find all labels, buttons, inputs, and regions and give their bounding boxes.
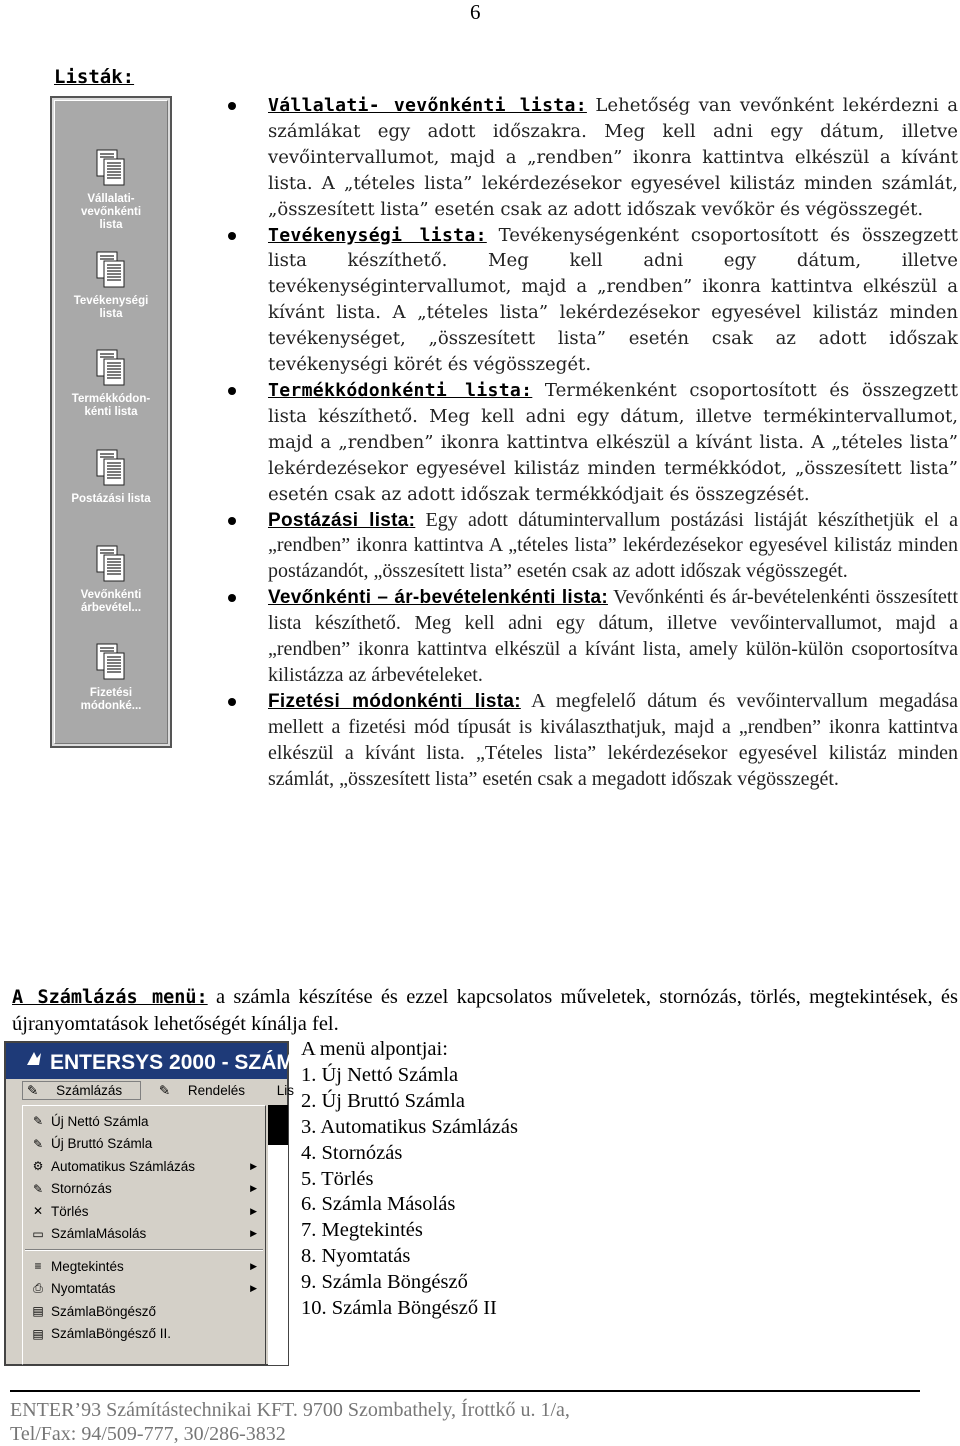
submenu-arrow-icon: ▶ (250, 1228, 257, 1239)
szamlazas-dropdown (22, 1105, 266, 1365)
menu-subpoints (301, 1037, 518, 1322)
delete-icon: ✕ (32, 1204, 44, 1219)
menu-item-label: Megtekintés (51, 1258, 124, 1274)
menu-separator (25, 1249, 263, 1251)
section-heading-lists: Listák: (54, 66, 135, 88)
toolbar-screenshot (50, 96, 172, 748)
new-invoice-icon: ✎ (32, 1114, 44, 1129)
toolbar-item-postazasi[interactable] (55, 449, 167, 506)
menu-item-label: SzámlaMásolás (51, 1226, 147, 1242)
bullet-term: Postázási lista: (268, 509, 416, 531)
bullet-term: Tevékenységi lista: (268, 224, 487, 246)
report-icon (95, 545, 127, 583)
bullet-term: Termékkódonkénti lista: (268, 379, 533, 401)
submenu-arrow-icon: ▶ (250, 1183, 257, 1194)
view-icon: ≡ (34, 1259, 42, 1274)
bullet-term: Vevőnkénti – ár-bevételenkénti lista: (268, 587, 608, 609)
bullet-vallalati (226, 93, 958, 223)
footer (10, 1398, 570, 1446)
toolbar-item-label: Fizetési módonké... (80, 687, 142, 712)
report-icon (95, 349, 127, 387)
menu-item-uj-netto[interactable] (23, 1110, 265, 1133)
menu-item-szamlamasolas[interactable] (23, 1223, 265, 1246)
background-window (268, 1105, 288, 1145)
browse-icon: ▤ (32, 1326, 44, 1341)
menu-bar (6, 1079, 294, 1105)
menu-label: Lis (276, 1083, 294, 1098)
menu-item-label: Nyomtatás (51, 1281, 116, 1297)
app-title: ENTERSYS 2000 - SZÁM (50, 1051, 294, 1074)
list-item: 6. Számla Másolás (301, 1193, 456, 1216)
app-titlebar (6, 1043, 294, 1079)
szamlazas-heading: A Számlázás menü: (12, 987, 208, 1008)
menu-item-uj-brutto[interactable] (23, 1133, 265, 1156)
menu-rendeles[interactable] (159, 1083, 259, 1098)
toolbar-item-label: Vállalati- vevőnkénti lista (80, 193, 142, 231)
list-item: 1. Új Nettó Számla (301, 1063, 459, 1086)
bullet-body: Vevőnkénti és ár-bevételenkénti összesített lista készíthető. Meg kell adni egy dátum, illetve vevőintervallumot, majd a „rendben” ikonra kattintva elkészül a kívánt lista, amely külön-külön csoportosítva kilistázza az árbevételeket. (268, 586, 958, 686)
bullet-body: Termékenként csoportosított és összegzett lista készíthető. Meg kell adni egy dátum, illetve termékintervallumot, majd a „rendben” ikonra kattintva elkészül a kívánt lista. A „tételes lista” lekérdezésekor egyesével kilistáz minden termékkódot, „összesített lista” esetén csak az adott időszak termékkódjait és összegzését. (268, 379, 958, 505)
footer-address: ENTER’93 Számítástechnikai KFT. 9700 Szombathely, Írottkő u. 1/a, (10, 1399, 570, 1421)
report-icon (95, 149, 127, 187)
menu-label: Számlázás (56, 1083, 123, 1098)
toolbar-item-fizetesi-modonkenti[interactable] (55, 643, 167, 713)
report-icon (95, 449, 127, 487)
toolbar-panel (54, 100, 168, 744)
list-item: 9. Számla Böngésző (301, 1271, 468, 1294)
menu-item-label: SzámlaBöngésző II. (51, 1326, 172, 1342)
print-icon: ⎙ (33, 1281, 43, 1296)
menu-subpoints-heading: A menü alpontjai: (301, 1038, 448, 1060)
menu-item-label: Stornózás (51, 1181, 112, 1197)
menu-item-label: SzámlaBöngésző (51, 1303, 157, 1319)
bullet-fizetesi-modonkenti (226, 689, 958, 793)
toolbar-item-label: Tevékenységi lista (73, 295, 149, 320)
menu-screenshot (4, 1041, 294, 1366)
list-item: 8. Nyomtatás (301, 1245, 411, 1268)
menu-item-torles[interactable] (23, 1200, 265, 1223)
list-item: 3. Automatikus Számlázás (301, 1115, 518, 1138)
bullet-vevonkenti-arbevetel (226, 585, 958, 689)
bullet-term: Vállalati- vevőnkénti lista: (268, 95, 587, 116)
menu-item-label: Új Bruttó Számla (51, 1136, 153, 1152)
submenu-arrow-icon: ▶ (250, 1260, 257, 1271)
menu-item-automatikus[interactable] (23, 1155, 265, 1178)
bullet-tevekenysegi (226, 223, 958, 378)
menu-icon: ✎ (27, 1083, 43, 1098)
bullet-termekkodonkenti (226, 378, 958, 508)
menu-item-label: Automatikus Számlázás (51, 1158, 196, 1174)
bullet-body: Lehetőség van vevőnként lekérdezni a számlákat egy adott időszakra. Meg kell adni egy dátum, illetve vevőintervallumot, majd a „rendben” ikonra kattintva elkészül a kívánt lista. A „tételes lista” lekérdezésekor egyesével kilistáz minden számlát, „összesített lista” esetén csak az adott időszak vevőkör és végösszegét. (268, 95, 959, 220)
menu-item-szamlabongeszo-ii[interactable] (23, 1323, 265, 1346)
background-window (268, 1145, 288, 1365)
page-number: 6 (470, 0, 481, 24)
list-item: 4. Stornózás (301, 1141, 403, 1164)
toolbar-item-label: Vevőnkénti árbevétel... (80, 589, 142, 614)
lists-bullet-list (226, 93, 958, 792)
bullet-body: A megfelelő dátum és vevőintervallum megadása mellett a fizetési mód típusát is kiválaszthatjuk, majd a „rendben” ikonra kattintva elkészül a kívánt lista. „Tételes lista” lekérdezésekor egyesével kilistáz minden számlát, „összesített lista” esetén csak a megadott időszak végösszegét. (268, 689, 958, 790)
toolbar-item-termekkodonkenti[interactable] (55, 349, 167, 419)
toolbar-item-label: Postázási lista (71, 493, 151, 505)
szamlazas-intro (12, 984, 958, 1037)
footer-divider (10, 1390, 920, 1392)
toolbar-item-vevonkenti-arbevetel[interactable] (55, 545, 167, 615)
report-icon (95, 643, 127, 681)
menu-item-szamlabongeszo[interactable] (23, 1300, 265, 1323)
menu-item-label: Törlés (51, 1203, 89, 1219)
bullet-body: Egy adott dátumintervallum postázási listáját készíthetjük el a „rendben” ikonra kattintva A „tételes lista” lekérdezésekor egyesével kilistáz minden postázandót, „összesített lista” esetén csak az adott időszak végösszegét. (268, 508, 958, 583)
menu-item-nyomtatas[interactable] (23, 1278, 265, 1301)
copy-icon: ▭ (32, 1226, 44, 1241)
menu-subpoints-list (301, 1063, 518, 1322)
submenu-arrow-icon: ▶ (250, 1160, 257, 1171)
storno-icon: ✎ (32, 1181, 44, 1196)
szamlazas-intro-text: a számla készítése és ezzel kapcsolatos műveletek, stornózás, törlés, megtekintések, és újranyomtatások lehetőségét kínálja fel. (12, 986, 958, 1035)
app-logo-icon (24, 1049, 44, 1075)
submenu-arrow-icon: ▶ (250, 1205, 257, 1216)
list-item: 2. Új Bruttó Számla (301, 1089, 465, 1112)
menu-item-stornozas[interactable] (23, 1178, 265, 1201)
new-invoice-icon: ✎ (32, 1136, 44, 1151)
menu-szamlazas[interactable] (22, 1081, 141, 1100)
menu-item-megtekintes[interactable] (23, 1255, 265, 1278)
submenu-arrow-icon: ▶ (250, 1283, 257, 1294)
list-item: 7. Megtekintés (301, 1219, 423, 1242)
list-item: 5. Törlés (301, 1167, 374, 1190)
menu-icon: ✎ (158, 1083, 174, 1098)
auto-invoice-icon: ⚙ (32, 1159, 44, 1174)
toolbar-item-vallalati[interactable] (55, 149, 167, 232)
bullet-term: Fizetési módonkénti lista: (268, 690, 521, 712)
list-item: 10. Számla Böngésző II (301, 1297, 497, 1320)
menu-item-label: Új Nettó Számla (51, 1113, 149, 1129)
toolbar-item-label: Termékkódon- kénti lista (71, 393, 151, 418)
footer-phone: Tel/Fax: 94/509-777, 30/286-3832 (10, 1423, 286, 1445)
menu-label: Rendelés (187, 1083, 245, 1098)
bullet-postazasi (226, 508, 958, 586)
browse-icon: ▤ (32, 1304, 44, 1319)
toolbar-item-tevekenysegi[interactable] (55, 251, 167, 321)
report-icon (95, 251, 127, 289)
bullet-body: Tevékenységenként csoportosított és összegzett lista készíthető. Meg kell adni egy dátum, illetve tevékenységintervallumot, majd a „rendben” ikonra kattintva elkészül a kívánt lista. A „tételes lista” lekérdezésekor egyesével kilistáz minden tevékenységet, „összesített lista” esetén csak az adott időszak tevékenységi körét és végösszegét. (268, 224, 958, 376)
